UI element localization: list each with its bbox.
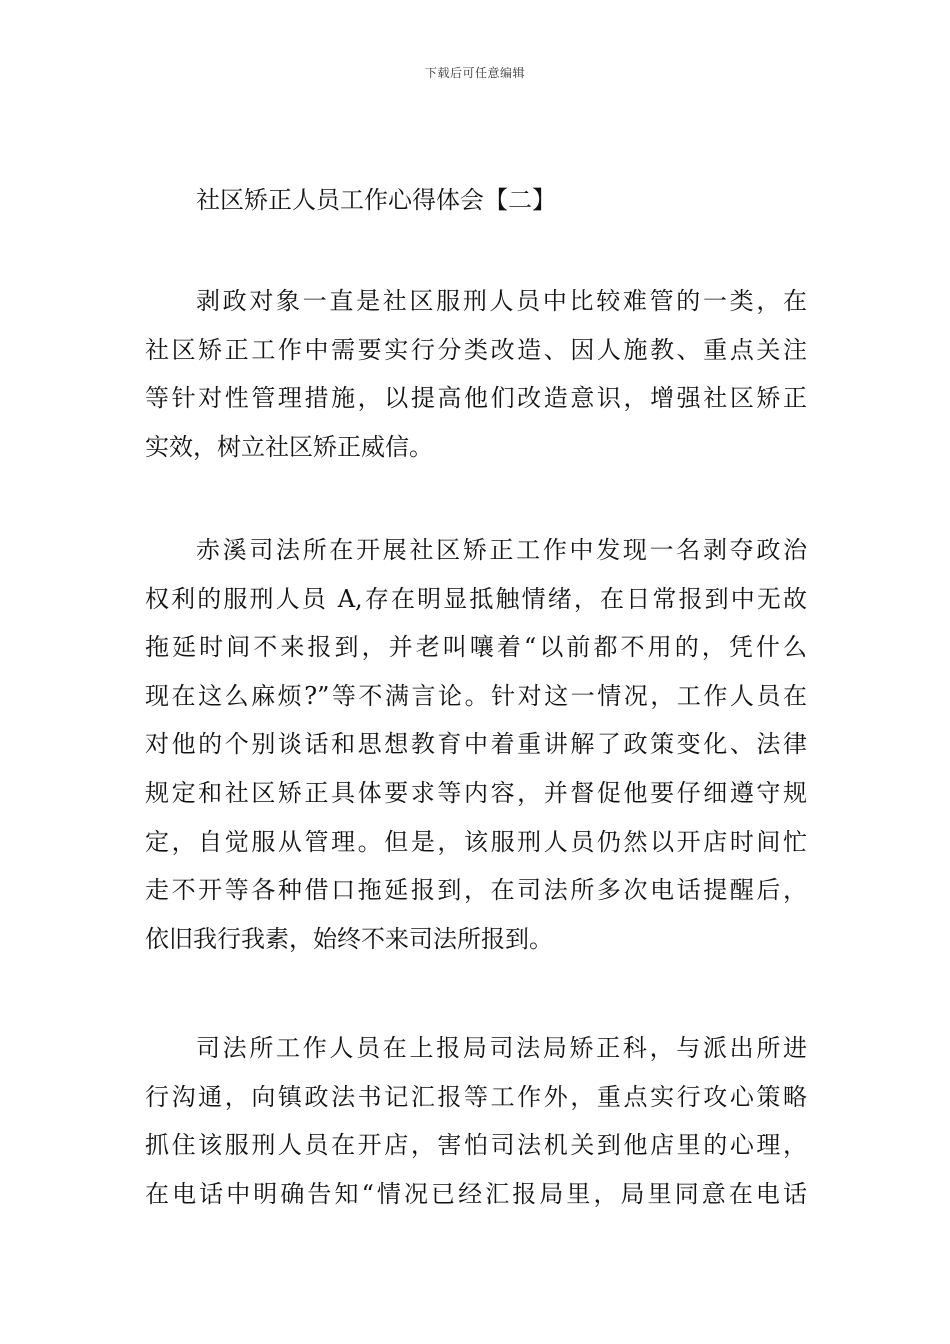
paragraph-line: 实效，树立社区矫正威信。 bbox=[145, 432, 433, 461]
paragraph-1 bbox=[145, 277, 807, 471]
header-note: 下载后可任意编辑 bbox=[424, 66, 525, 80]
paragraph-line: 等针对性管理措施，以提高他们改造意识，增强社区矫正 bbox=[145, 384, 807, 413]
paragraph-line: 定，自觉服从管理。但是，该服刑人员仍然以开店时间忙 bbox=[145, 827, 807, 856]
paragraph-line: 权利的服刑人员 A,存在明显抵触情绪，在日常报到中无故 bbox=[145, 584, 807, 613]
paragraph-line: 拖延时间不来报到，并老叫嚷着“以前都不用的，凭什么 bbox=[145, 633, 807, 662]
paragraph-line: 走不开等各种借口拖延报到，在司法所多次电话提醒后， bbox=[145, 876, 807, 905]
document-title: 社区矫正人员工作心得体会【二】 bbox=[196, 186, 556, 214]
paragraph-line: 剥政对象一直是社区服刑人员中比较难管的一类，在 bbox=[196, 287, 807, 315]
paragraph-2 bbox=[145, 526, 807, 963]
paragraph-line: 现在这么麻烦?”等不满言论。针对这一情况，工作人员在 bbox=[145, 681, 807, 710]
paragraph-line: 赤溪司法所在开展社区矫正工作中发现一名剥夺政治 bbox=[196, 536, 807, 564]
paragraph-line: 在电话中明确告知“情况已经汇报局里，局里同意在电话 bbox=[145, 1179, 807, 1208]
paragraph-line: 依旧我行我素，始终不来司法所报到。 bbox=[145, 924, 553, 953]
paragraph-line: 行沟通，向镇政法书记汇报等工作外，重点实行攻心策略 bbox=[145, 1082, 807, 1111]
paragraph-line: 抓住该服刑人员在开店，害怕司法机关到他店里的心理， bbox=[145, 1131, 807, 1160]
paragraph-3 bbox=[145, 1024, 807, 1218]
paragraph-line: 对他的个别谈话和思想教育中着重讲解了政策变化、法律 bbox=[145, 730, 807, 759]
paragraph-line: 规定和社区矫正具体要求等内容，并督促他要仔细遵守规 bbox=[145, 778, 807, 807]
paragraph-line: 司法所工作人员在上报局司法局矫正科，与派出所进 bbox=[196, 1034, 807, 1062]
paragraph-line: 社区矫正工作中需要实行分类改造、因人施教、重点关注 bbox=[145, 335, 807, 364]
